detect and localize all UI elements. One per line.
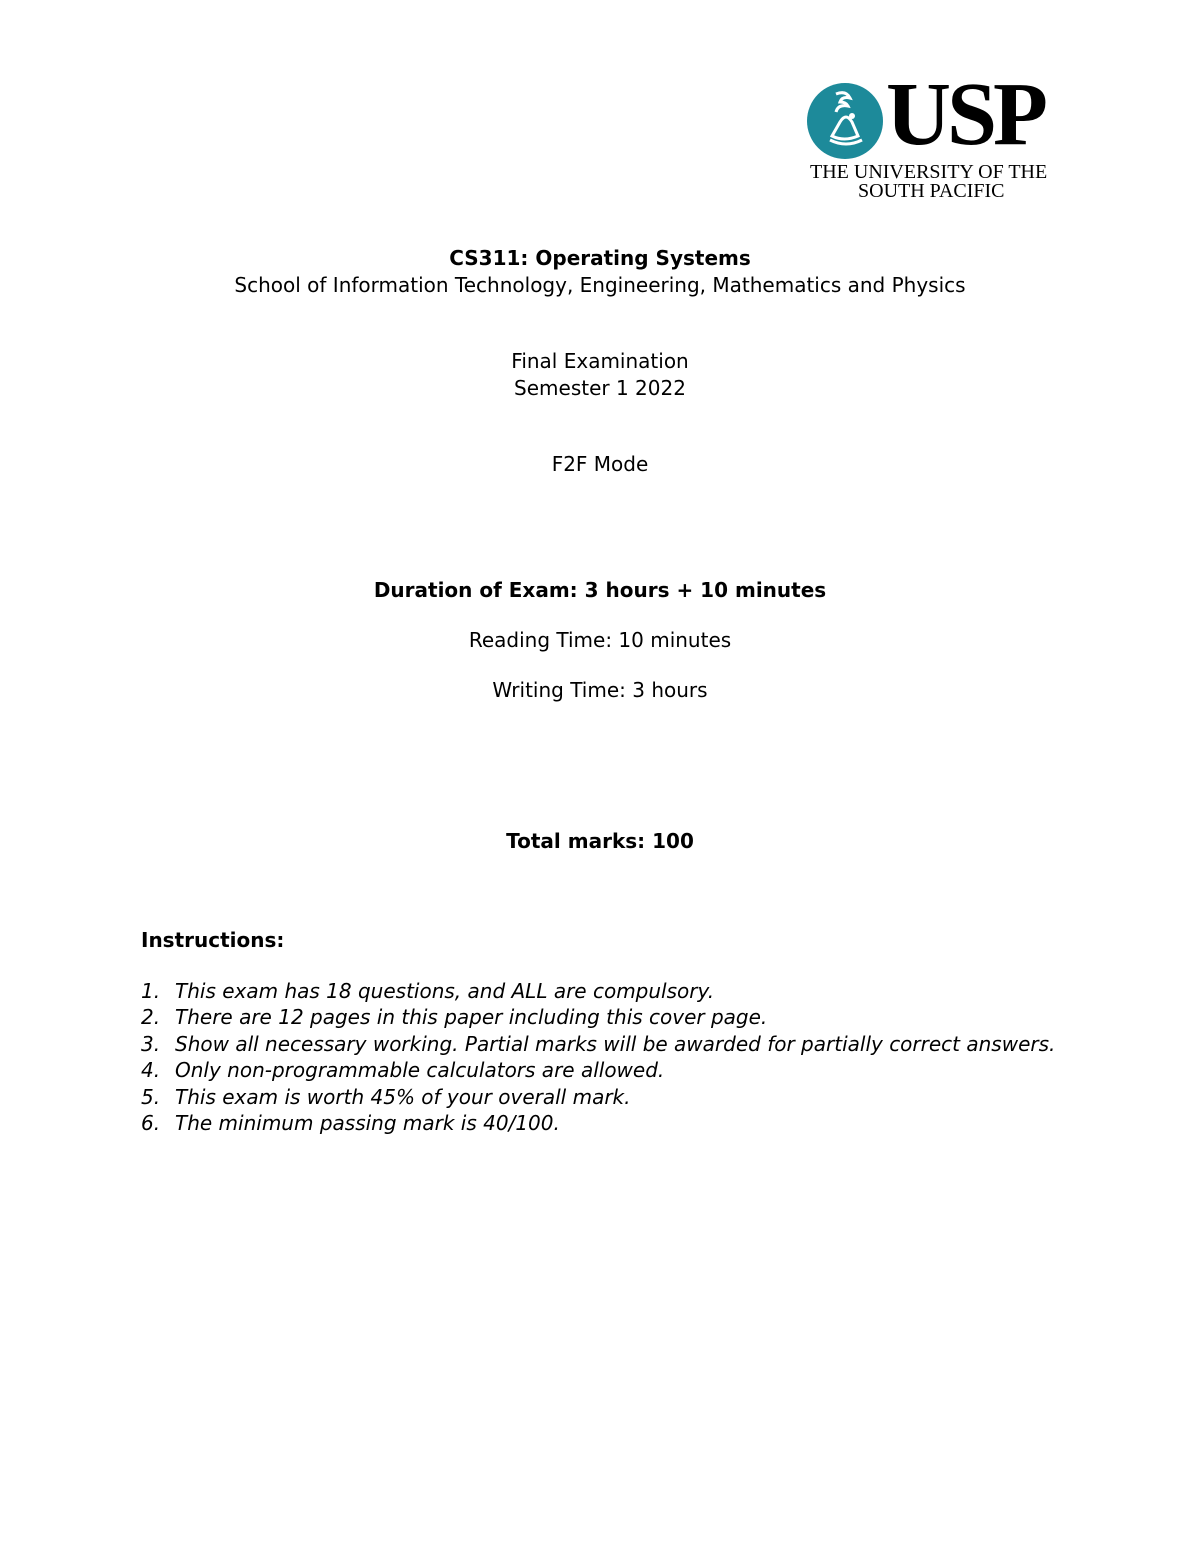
writing-time: Writing Time: 3 hours (492, 678, 708, 702)
list-item-text: Show all necessary working. Partial marks will be awarded for partially correct answers. (175, 1031, 1056, 1056)
list-item-number: 2. (141, 1005, 161, 1030)
usp-logo (806, 65, 1068, 204)
list-item-text: Only non-programmable calculators are allowed. (175, 1058, 665, 1083)
list-item-text: There are 12 pages in this paper including this cover page. (175, 1005, 768, 1030)
list-item-number: 3. (141, 1031, 161, 1056)
instructions-title: Instructions: (141, 928, 285, 952)
list-item-text: The minimum passing mark is 40/100. (175, 1111, 560, 1136)
list-item (141, 1110, 1059, 1136)
reading-time: Reading Time: 10 minutes (468, 628, 732, 652)
exam-type: Final Examination (511, 349, 689, 373)
total-marks: Total marks: 100 (506, 829, 694, 853)
list-item (141, 1031, 1059, 1057)
list-item-text: This exam has 18 questions, and ALL are compulsory. (175, 979, 715, 1003)
university-name-line-2: SOUTH PACIFIC (858, 180, 1005, 202)
list-item-number: 4. (141, 1058, 161, 1083)
university-name-line-1: THE UNIVERSITY OF THE (810, 161, 1048, 183)
list-item-number: 5. (141, 1084, 161, 1109)
list-item-text: This exam is worth 45% of your overall mark. (175, 1084, 631, 1109)
school-name: School of Information Technology, Engineering, Mathematics and Physics (234, 273, 966, 297)
course-title: CS311: Operating Systems (449, 246, 751, 270)
instructions-list (141, 978, 1059, 1136)
duration-title: Duration of Exam: 3 hours + 10 minutes (373, 578, 827, 602)
exam-mode: F2F Mode (551, 452, 649, 476)
list-item (141, 1084, 1059, 1110)
list-item (141, 978, 1059, 1004)
list-item (141, 1057, 1059, 1083)
usp-emblem-icon (806, 82, 884, 160)
list-item-number: 6. (141, 1111, 161, 1136)
list-item (141, 1004, 1059, 1030)
usp-wordmark: USP (886, 65, 1045, 164)
semester: Semester 1 2022 (514, 376, 686, 400)
list-item-number: 1. (141, 979, 161, 1003)
